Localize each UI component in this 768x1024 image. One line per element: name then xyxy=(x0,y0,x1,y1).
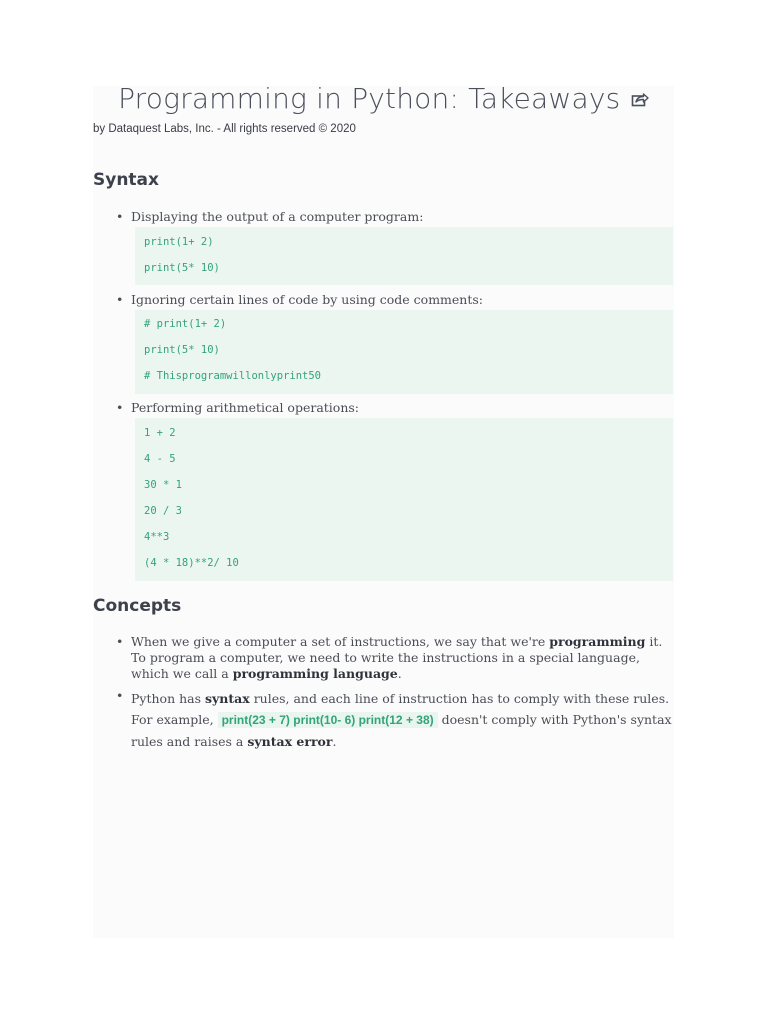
text: . xyxy=(332,734,337,749)
term-syntax-error: syntax error xyxy=(247,734,333,749)
term-programming: programming xyxy=(549,634,646,649)
code-line: print(5* 10) xyxy=(144,344,220,356)
code-block-arithmetic xyxy=(135,418,673,581)
code-line: 20 / 3 xyxy=(144,505,182,517)
code-line: print(5* 10) xyxy=(144,262,220,274)
code-block-comments xyxy=(135,310,673,394)
title-row xyxy=(93,82,674,115)
code-line: 4 - 5 xyxy=(144,453,176,465)
code-line: # print(1+ 2) xyxy=(144,318,227,330)
bullet-text: Ignoring certain lines of code by using code comments: xyxy=(131,292,483,307)
text: doesn't comply with Python's syntax rules and raises a xyxy=(131,712,672,749)
concept-programming xyxy=(131,634,676,682)
code-line: # Thisprogramwillonlyprint50 xyxy=(144,370,322,382)
bullet-dot: • xyxy=(116,400,124,415)
bullet-text: Performing arithmetical operations: xyxy=(131,400,359,415)
inline-code: print(23 + 7) print(10- 6) print(12 + 38) xyxy=(218,712,438,728)
bullet-dot: • xyxy=(116,688,124,703)
bullet-dot: • xyxy=(116,292,124,307)
text: rules, and each line of instruction has to comply with these rules. For example, xyxy=(131,691,670,727)
byline: by Dataquest Labs, Inc. - All rights reserved © 2020 xyxy=(93,123,356,135)
code-block-output xyxy=(135,227,673,285)
syntax-heading: Syntax xyxy=(93,170,159,190)
bullet-text: Displaying the output of a computer program: xyxy=(131,209,424,224)
text: Python has xyxy=(131,691,205,706)
bullet-dot: • xyxy=(116,634,124,649)
text: . xyxy=(397,666,402,681)
term-syntax: syntax xyxy=(205,691,250,706)
concepts-heading: Concepts xyxy=(93,596,182,616)
term-programming-language: programming language xyxy=(232,666,398,681)
code-line: 4**3 xyxy=(144,531,170,543)
concept-syntax xyxy=(131,688,676,752)
code-line: print(1+ 2) xyxy=(144,236,214,248)
share-icon[interactable] xyxy=(631,91,649,112)
code-line: (4 * 18)**2/ 10 xyxy=(144,557,239,569)
bullet-dot: • xyxy=(116,209,124,224)
code-line: 30 * 1 xyxy=(144,479,182,491)
text: it. To program a computer, we need to write the instructions in a special language, which we call a xyxy=(131,634,663,681)
text: When we give a computer a set of instructions, we say that we're xyxy=(131,634,550,649)
page-title: Programming in Python: Takeaways xyxy=(118,82,621,115)
code-line: 1 + 2 xyxy=(144,427,176,439)
